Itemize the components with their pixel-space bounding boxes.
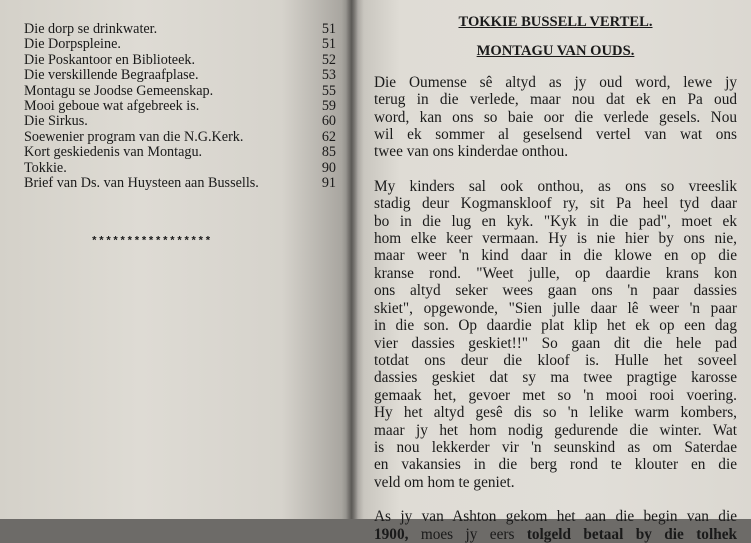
text-line: dassies geskiet dat sy ma twee pragtige karosse xyxy=(374,369,737,387)
text-line: terug in die verlede, maar nou dat ek en Pa oud xyxy=(374,91,737,109)
toc-entry xyxy=(24,68,336,83)
toc-entry-page: 62 xyxy=(321,128,336,145)
text-line: hom elke keer vermaan. Hy is nie hier by ons nie, xyxy=(374,230,737,248)
table-of-contents xyxy=(24,22,336,191)
text-line: totdat ons deur die kloof is. Hulle het soveel xyxy=(374,351,737,369)
toc-entry xyxy=(24,22,336,37)
toc-entry xyxy=(24,114,336,129)
toc-entry-page: 52 xyxy=(321,51,336,68)
toc-entry xyxy=(24,99,336,114)
toc-entry-title: Die dorp se drinkwater. xyxy=(24,21,158,37)
toc-entry-page: 51 xyxy=(321,36,336,53)
text-line: in die son. Op daardie plat klip het ek op een dag xyxy=(374,317,737,335)
right-page xyxy=(352,0,751,543)
toc-entry xyxy=(24,84,336,99)
paragraph-3 xyxy=(374,508,737,543)
text-line: veld om hom te geniet. xyxy=(374,473,515,491)
article-title: TOKKIE BUSSELL VERTEL. xyxy=(458,14,653,30)
bold-text: 1900, xyxy=(374,525,409,543)
toc-entry-page: 53 xyxy=(321,67,336,84)
left-page xyxy=(0,0,352,519)
paragraph-1 xyxy=(374,74,737,161)
toc-entry-page: 60 xyxy=(321,113,336,130)
article-subtitle: MONTAGU VAN OUDS. xyxy=(476,43,635,60)
text-line: maar weer 'n kind daar in die klowe en op die xyxy=(374,247,737,265)
text-line: vier dassies geskiet!!" So gaan dit die hele pad xyxy=(374,334,737,352)
text-line xyxy=(374,526,737,543)
toc-entry xyxy=(24,161,336,176)
text-line: wil ek sommer al geselsend vertel van wat ons xyxy=(374,126,737,144)
book-gutter-shadow xyxy=(346,0,358,519)
toc-entry-title: Mooi geboue wat afgebreek is. xyxy=(24,98,200,115)
toc-entry-page: 91 xyxy=(321,175,336,192)
bold-text: tolgeld betaal by die tolhek xyxy=(526,525,737,543)
article xyxy=(374,14,737,543)
text-line: maar jy het hom nodig gedurende die winter. Wat xyxy=(374,421,737,439)
toc-entry-page: 90 xyxy=(321,159,336,176)
toc-entry xyxy=(24,53,336,68)
toc-entry xyxy=(24,176,336,191)
text-line: skiet", opgewonde, "Sien julle daar lê weer 'n paar xyxy=(374,299,737,317)
text-line: bo in die lug en kyk. "Kyk in die pad", moet ek xyxy=(374,212,737,230)
toc-entry xyxy=(24,145,336,160)
text-line: ons altyd seker wees gaan ons 'n paar dassies xyxy=(374,282,737,300)
toc-entry-page: 55 xyxy=(321,82,336,99)
text-line: As jy van Ashton gekom het aan die begin van die xyxy=(374,508,737,526)
toc-entry xyxy=(24,37,336,52)
toc-entry-title: Montagu se Joodse Gemeenskap. xyxy=(24,82,214,99)
toc-entry-title: Kort geskiedenis van Montagu. xyxy=(24,144,203,161)
text-line: en vakansies in die berg rond te klouter en die xyxy=(374,456,737,474)
separator-stars: ***************** xyxy=(91,236,212,248)
text-line: Hy het altyd gesê dis so 'n lelike warm kombers, xyxy=(374,404,737,422)
text-line: kranse rond. "Weet julle, op daardie krans kon xyxy=(374,264,737,282)
inline-text: moes jy eers xyxy=(408,525,527,543)
toc-entry-title: Die Sirkus. xyxy=(24,113,88,130)
toc-entry-page: 85 xyxy=(321,144,336,161)
toc-entry xyxy=(24,130,336,145)
toc-entry-title: Brief van Ds. van Huysteen aan Bussells. xyxy=(24,175,259,192)
text-line: My kinders sal ook onthou, as ons so vreeslik xyxy=(374,177,737,195)
toc-entry-title: Tokkie. xyxy=(24,159,67,176)
toc-entry-title: Die Poskantoor en Biblioteek. xyxy=(24,51,196,68)
toc-entry-page: 59 xyxy=(321,98,336,115)
text-line: gemaak het, gevoer met so 'n mooi rooi voering. xyxy=(374,386,737,404)
toc-entry-title: Die verskillende Begraafplase. xyxy=(24,67,199,84)
text-line: word, kan ons so baie oor die verlede gesels. Nou xyxy=(374,108,737,126)
toc-entry-title: Die Dorpspleine. xyxy=(24,36,121,53)
paragraph-2 xyxy=(374,178,737,491)
text-line: twee van ons kinderdae onthou. xyxy=(374,143,569,161)
toc-entry-page: 51 xyxy=(321,21,336,37)
text-line: Die Oumense sê altyd as jy oud word, lewe jy xyxy=(374,73,737,91)
text-line: stadig deur Kogmanskloof ry, sit Pa heel tyd daar xyxy=(374,195,737,213)
text-line: is nou lekkerder vir 'n seunskind as om Saterdae xyxy=(374,438,737,456)
toc-entry-title: Soewenier program van die N.G.Kerk. xyxy=(24,128,244,145)
